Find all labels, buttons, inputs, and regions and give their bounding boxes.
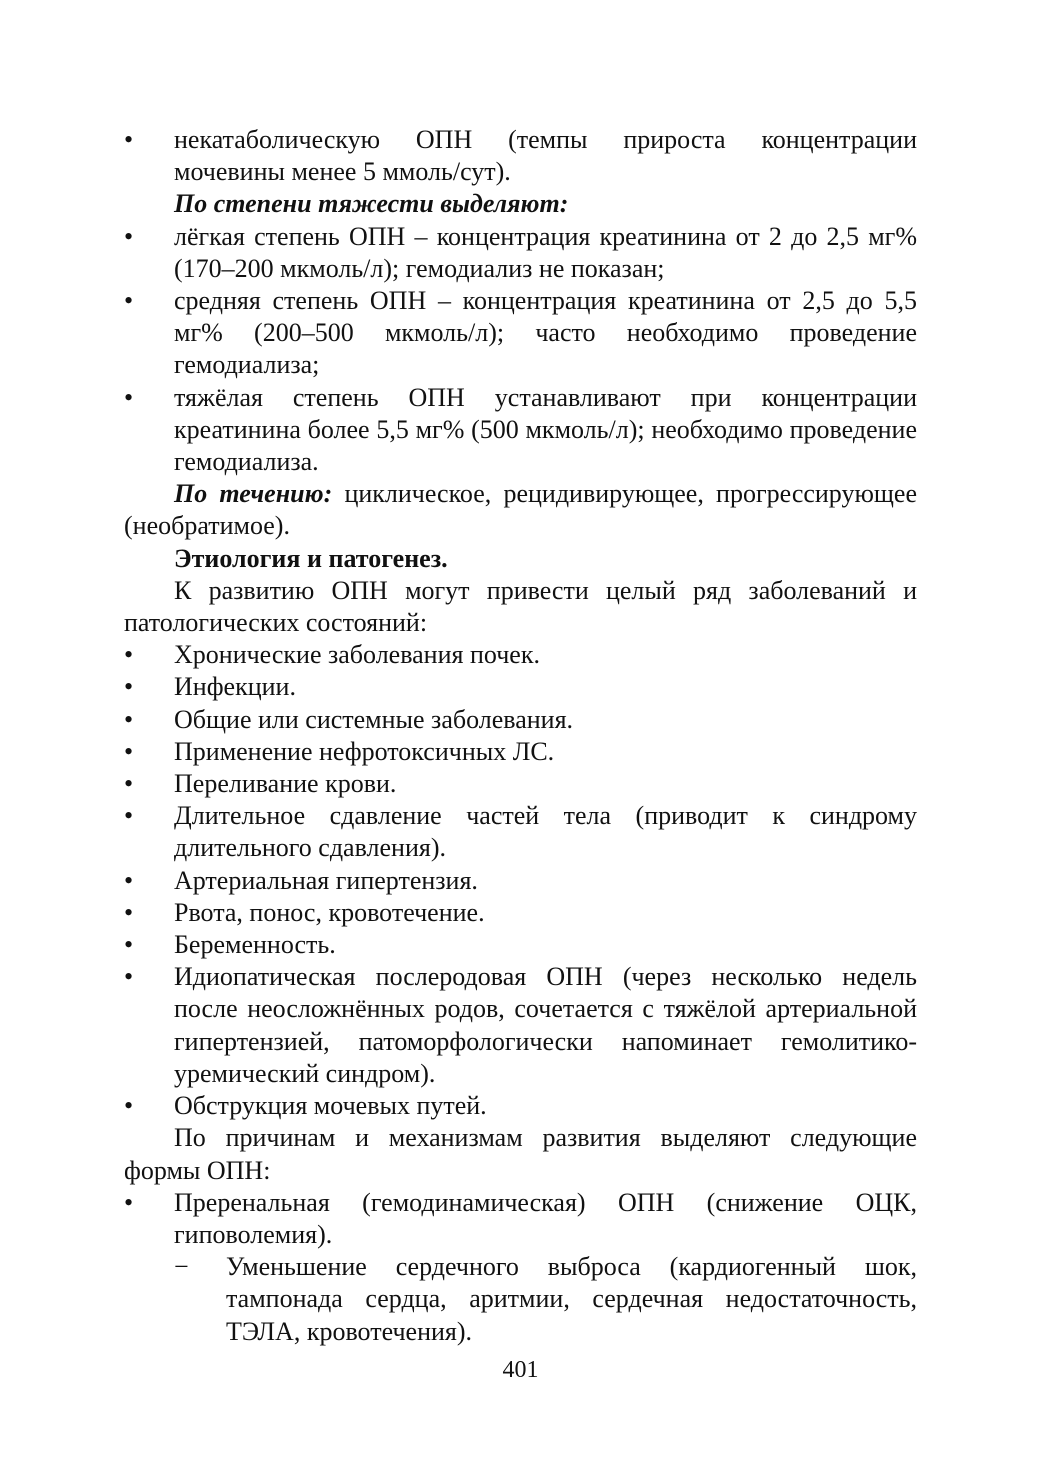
course-paragraph: [124, 478, 917, 542]
severity-heading: По степени тяжести выделяют:: [174, 189, 569, 219]
forms-intro: По причинам и механизмам развития выделяют следующие формы ОПН:: [124, 1123, 917, 1185]
list-item-text: Применение нефротоксичных ЛС.: [174, 736, 555, 766]
bullet-mark: •: [124, 704, 134, 734]
etiology-intro: К развитию ОПН могут привести целый ряд заболеваний и патологических состояний:: [124, 575, 917, 638]
bullet-mark: •: [124, 672, 134, 702]
list-item-text: Хронические заболевания почек.: [174, 640, 540, 670]
list-item: [124, 929, 917, 961]
bullet-mark: •: [124, 897, 134, 927]
list-item: [124, 221, 917, 285]
list-item: [124, 124, 917, 188]
list-item-text: Общие или системные заболевания.: [174, 704, 574, 734]
list-item: [124, 285, 917, 382]
list-item: [124, 639, 917, 671]
list-item: [124, 800, 917, 864]
list-item: [124, 768, 917, 800]
list-item-text: тяжёлая степень ОПН устанавливают при концентрации креатинина более 5,5 мг% (500 мкмоль/л); необходимо проведение гемодиализа.: [174, 382, 917, 477]
list-item-text: лёгкая степень ОПН – концентрация креатинина от 2 до 2,5 мг% (170–200 мкмоль/л); гемодиализ не показан;: [174, 221, 917, 283]
etiology-heading: Этиология и патогенез.: [174, 543, 448, 573]
course-label: По течению:: [174, 479, 333, 509]
bullet-mark: •: [124, 736, 134, 766]
bullet-mark: •: [124, 1187, 134, 1217]
bullet-mark: •: [124, 801, 134, 831]
bullet-mark: •: [124, 1091, 134, 1121]
list-item-text: некатаболическую ОПН (темпы прироста концентрации мочевины менее 5 ммоль/сут).: [174, 125, 917, 187]
bullet-mark: •: [124, 769, 134, 799]
list-item: [124, 865, 917, 897]
bullet-mark: •: [124, 640, 134, 670]
list-item: [124, 1090, 917, 1122]
page-number: 401: [502, 1357, 539, 1383]
bullet-mark: •: [124, 221, 134, 251]
dash-mark: −: [174, 1252, 189, 1282]
list-item-text: Идиопатическая послеродовая ОПН (через несколько недель после неосложнённых родов, сочетается с тяжёлой артериальной гипертензией, патоморфологически напоминает гемолитико-уремический синдром).: [174, 962, 917, 1088]
list-item-text: Переливание крови.: [174, 769, 397, 799]
list-item: [124, 382, 917, 479]
sub-list-item: [124, 1251, 917, 1348]
bullet-mark: •: [124, 125, 134, 154]
list-item-text: средняя степень ОПН – концентрация креатинина от 2,5 до 5,5 мг% (200–500 мкмоль/л); часто необходимо проведение гемодиализа;: [174, 286, 917, 380]
list-item-text: Артериальная гипертензия.: [174, 865, 478, 895]
list-item-text: Длительное сдавление частей тела (приводит к синдрому длительного сдавления).: [174, 801, 917, 863]
list-item: [124, 897, 917, 929]
bullet-mark: •: [124, 962, 134, 992]
sub-list-item-text: Уменьшение сердечного выброса (кардиогенный шок, тампонада сердца, аритмии, сердечная недостаточность, ТЭЛА, кровотечения).: [226, 1252, 917, 1346]
list-item-text: Беременность.: [174, 930, 336, 960]
bullet-mark: •: [124, 865, 134, 895]
list-item-text: Обструкция мочевых путей.: [174, 1091, 487, 1121]
list-item-text: Преренальная (гемодинамическая) ОПН (снижение ОЦК, гиповолемия).: [174, 1187, 917, 1249]
list-item-text: Рвота, понос, кровотечение.: [174, 897, 485, 927]
list-item-text: Инфекции.: [174, 672, 296, 702]
bullet-mark: •: [124, 930, 134, 960]
list-item: [124, 1187, 917, 1251]
list-item: [124, 671, 917, 703]
bullet-mark: •: [124, 286, 134, 316]
course-text: циклическое, рецидивирующее, прогрессирующее (необратимое).: [124, 479, 917, 541]
bullet-mark: •: [124, 382, 134, 412]
page-body: [124, 124, 917, 1348]
list-item: [124, 961, 917, 1090]
list-item: [124, 704, 917, 736]
list-item: [124, 736, 917, 768]
